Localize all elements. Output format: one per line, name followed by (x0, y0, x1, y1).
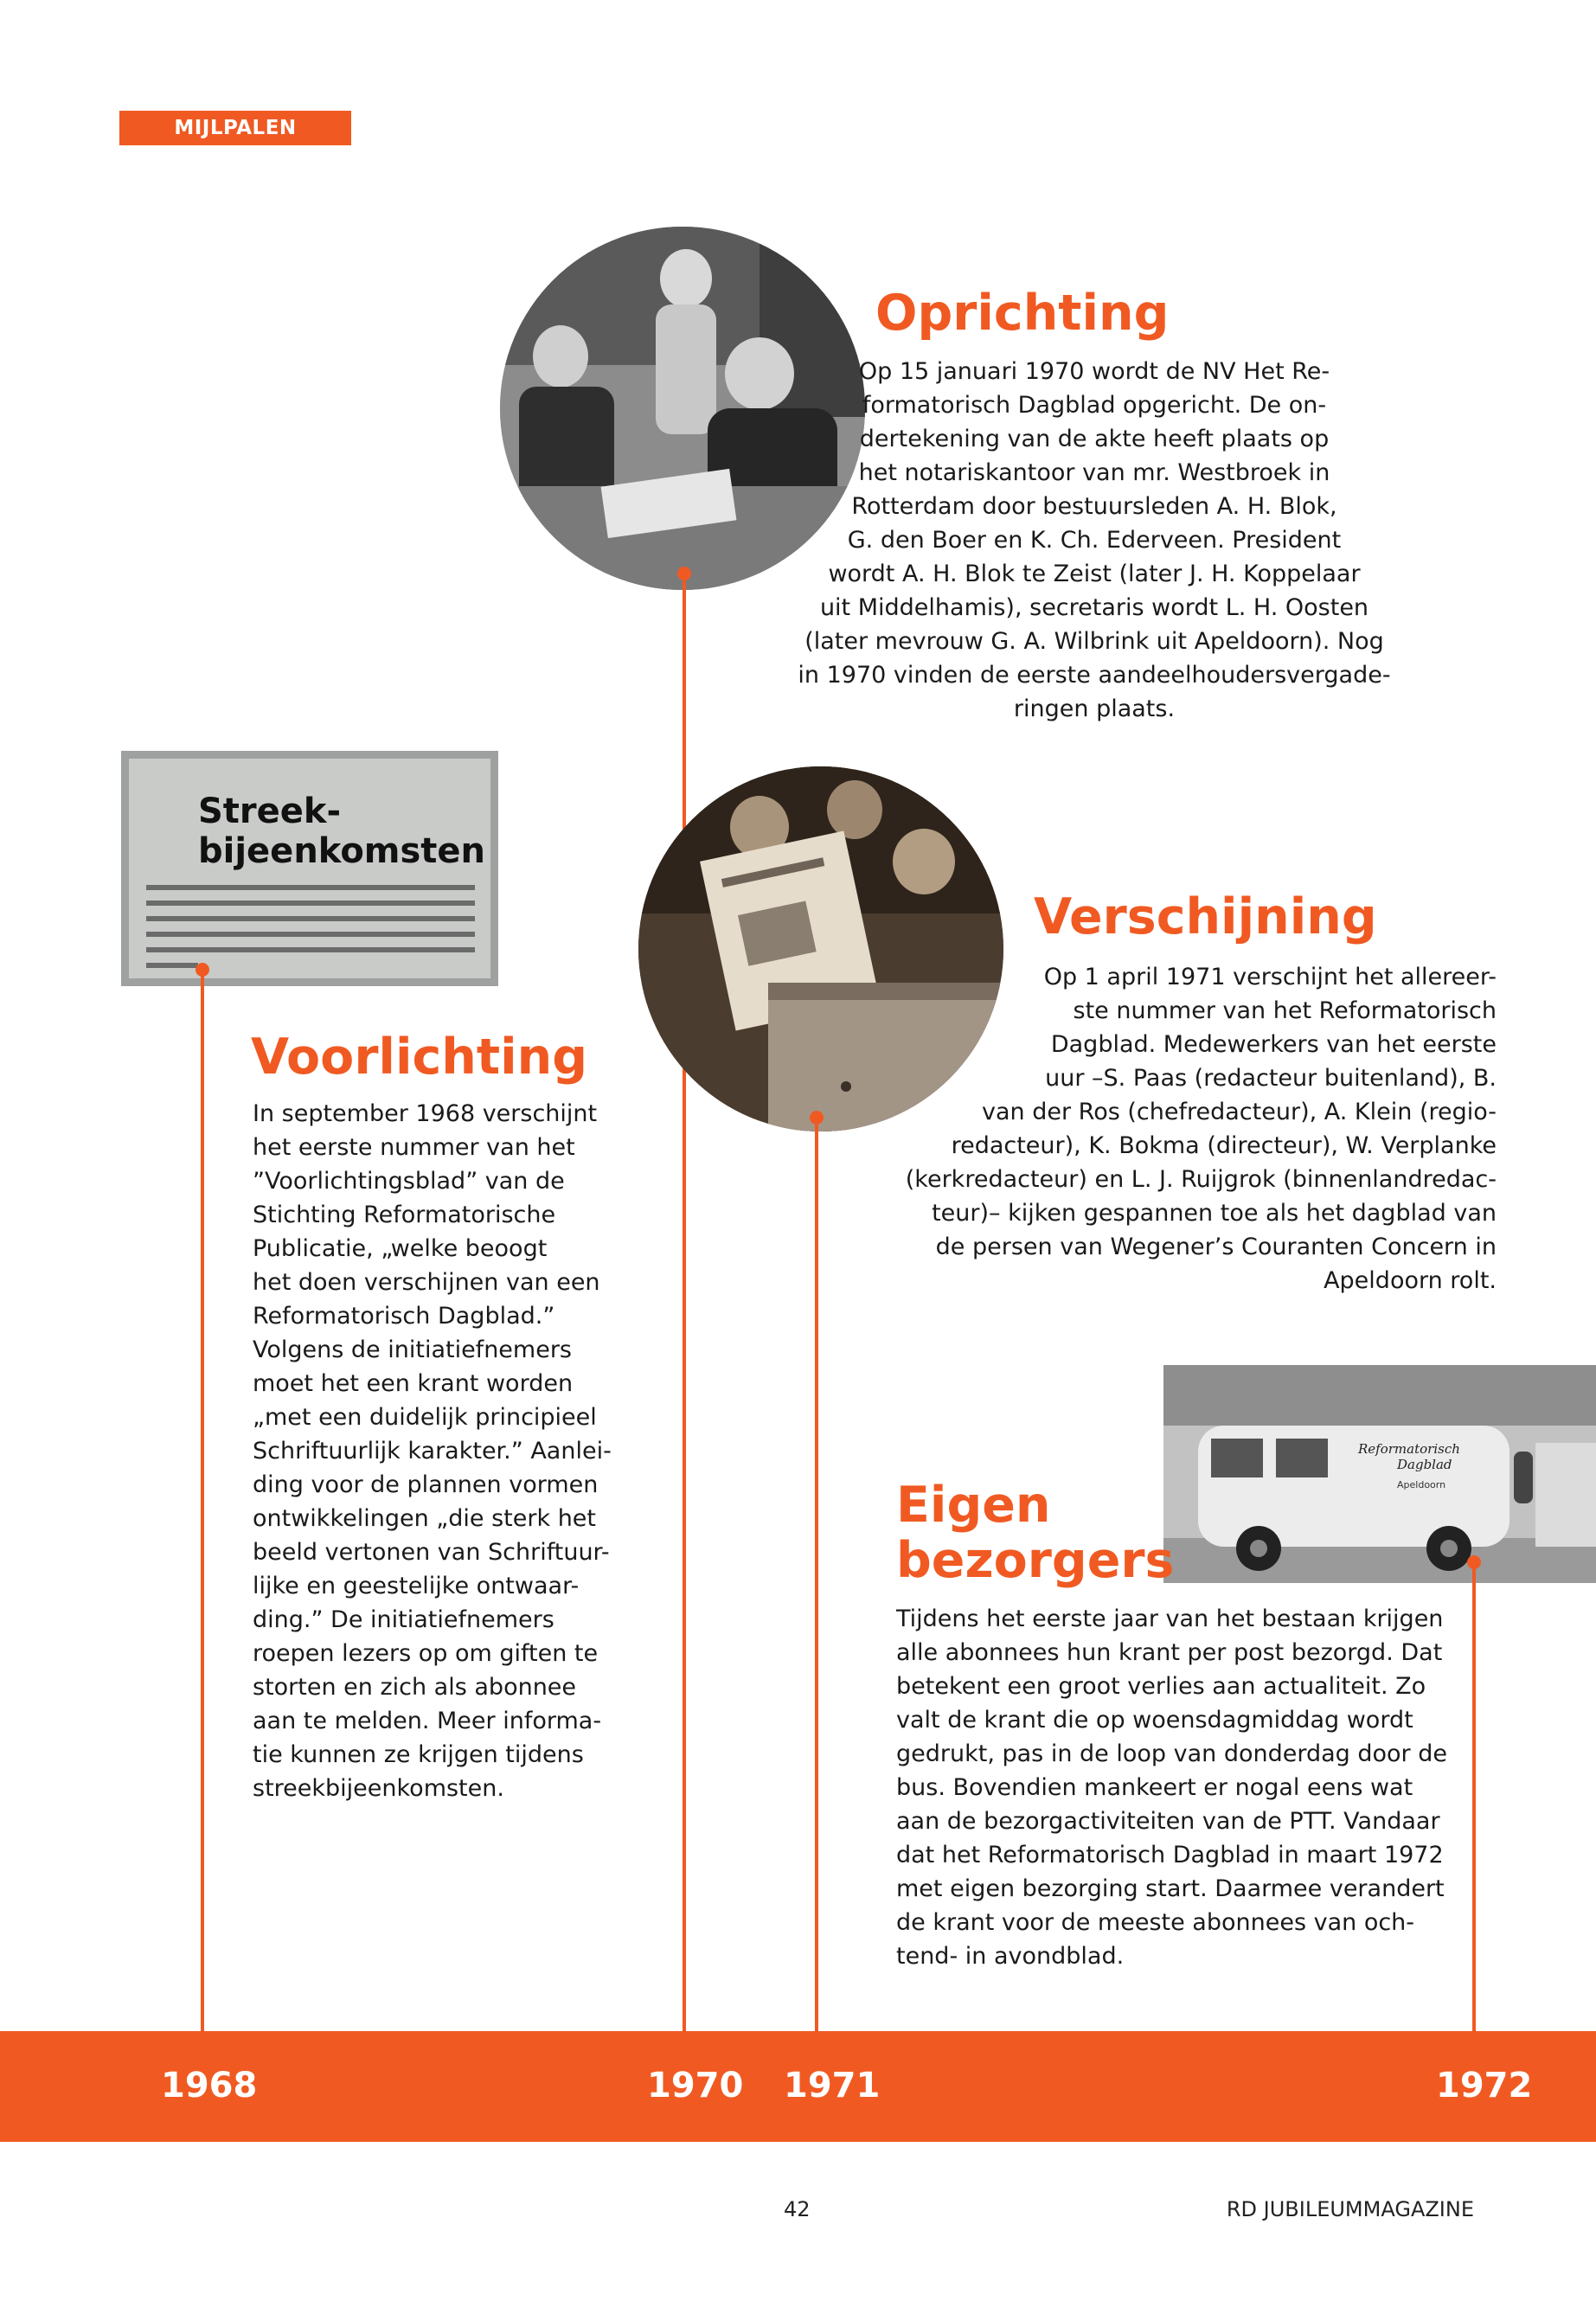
bezorgers-text: Tijdens het eerste jaar van het bestaan krijgen alle abonnees hun krant per post bezorgd. Dat betekent een groot verlies aan actualiteit. Zo valt de krant die op woensdagmiddag wordt gedrukt, pas in de loop van donderdag door de bus. Bovendien mankeert er nogal eens wat aan de bezorgactiviteiten van de PTT. Vandaar dat het Reformatorisch Dagblad in maart 1972 met eigen bezorging start. Daarmee verandert de krant voor de meeste abonnees van och- tend- in avondblad. (896, 1606, 1447, 1970)
year-1971: 1971 (784, 2066, 881, 2106)
voorlichting-title: Voorlichting (251, 1029, 588, 1086)
year-1972: 1972 (1436, 2066, 1533, 2106)
bezorgers-van-image (1163, 1365, 1596, 1583)
year-1970: 1970 (647, 2066, 744, 2106)
bezorgers-title-line-1: Eigen (896, 1477, 1051, 1534)
year-1968: 1968 (161, 2066, 258, 2106)
clipping-body-text (129, 876, 492, 980)
voorlichting-text: In september 1968 verschijnt het eerste nummer van het ”Voorlichtingsblad” van de Stichting Reformatorische Publicatie, „welke beoogt het doen verschijnen van een Reformatorisch Dagblad.” Volgens de initiatiefnemers moet het een krant worden „met een duidelijk principieel Schriftuurlijk karakter.” Aanlei- ding voor de plannen vormen ontwikkelingen „die sterk het beeld vertonen van Schriftuur- lijke en geestelijke ontwaar- ding.” De initiatiefnemers roepen lezers op om giften te storten en zich als abonnee aan te melden. Meer informa- tie kunnen ze krijgen tijdens streekbijeenkomsten. (253, 1100, 612, 1802)
magazine-name: RD JUBILEUMMAGAZINE (1226, 2197, 1474, 2221)
oprichting-timeline-line (683, 574, 686, 2031)
van-lettering-2: Dagblad (1397, 1457, 1452, 1472)
voorlichting-timeline-line (201, 970, 204, 2031)
streekbijeenkomsten-clipping (121, 751, 498, 986)
van-lettering-3: Apeldoorn (1397, 1479, 1446, 1490)
page-number: 42 (784, 2197, 811, 2221)
section-tag: MIJLPALEN (119, 111, 351, 145)
oprichting-title: Oprichting (875, 285, 1170, 342)
clipping-headline-1: Streek- (198, 792, 342, 831)
verschijning-title: Verschijning (1034, 888, 1377, 945)
bezorgers-title-line-2: bezorgers (896, 1532, 1175, 1589)
van-lettering-1: Reformatorisch (1358, 1441, 1460, 1457)
verschijning-text: Op 1 april 1971 verschijnt het allereer- ste nummer van het Reformatorisch Dagblad. Medewerkers van het eerste uur –S. Paas (redacteur buitenland), B. van der Ros (chefredacteur), A. Klein (regio- redacteur), K. Bokma (directeur), W. Verplanke (kerkredacteur) en L. J. Ruijgrok (binnenlandredac- teur)– kijken gespannen toe als het dagblad van de persen van Wegener’s Couranten Concern in Apeldoorn rolt. (905, 964, 1497, 1294)
oprichting-text: Op 15 januari 1970 wordt de NV Het Re- formatorisch Dagblad opgericht. De on- dertekening van de akte heeft plaats op het notariskantoor van mr. Westbroek in Rotterdam door bestuursleden A. H. Blok, G. den Boer en K. Ch. Ederveen. President wordt A. H. Blok te Zeist (later J. H. Koppelaar uit Middelhamis), secretaris wordt L. H. Oosten (later mevrouw G. A. Wilbrink uit Apeldoorn). Nog in 1970 vinden de eerste aandeelhoudersvergade- ringen plaats. (798, 358, 1391, 722)
bezorgers-van-photo (1163, 1365, 1596, 1583)
verschijning-timeline-line (815, 1118, 818, 2031)
clipping-headline-2: bijeenkomsten (198, 831, 486, 871)
